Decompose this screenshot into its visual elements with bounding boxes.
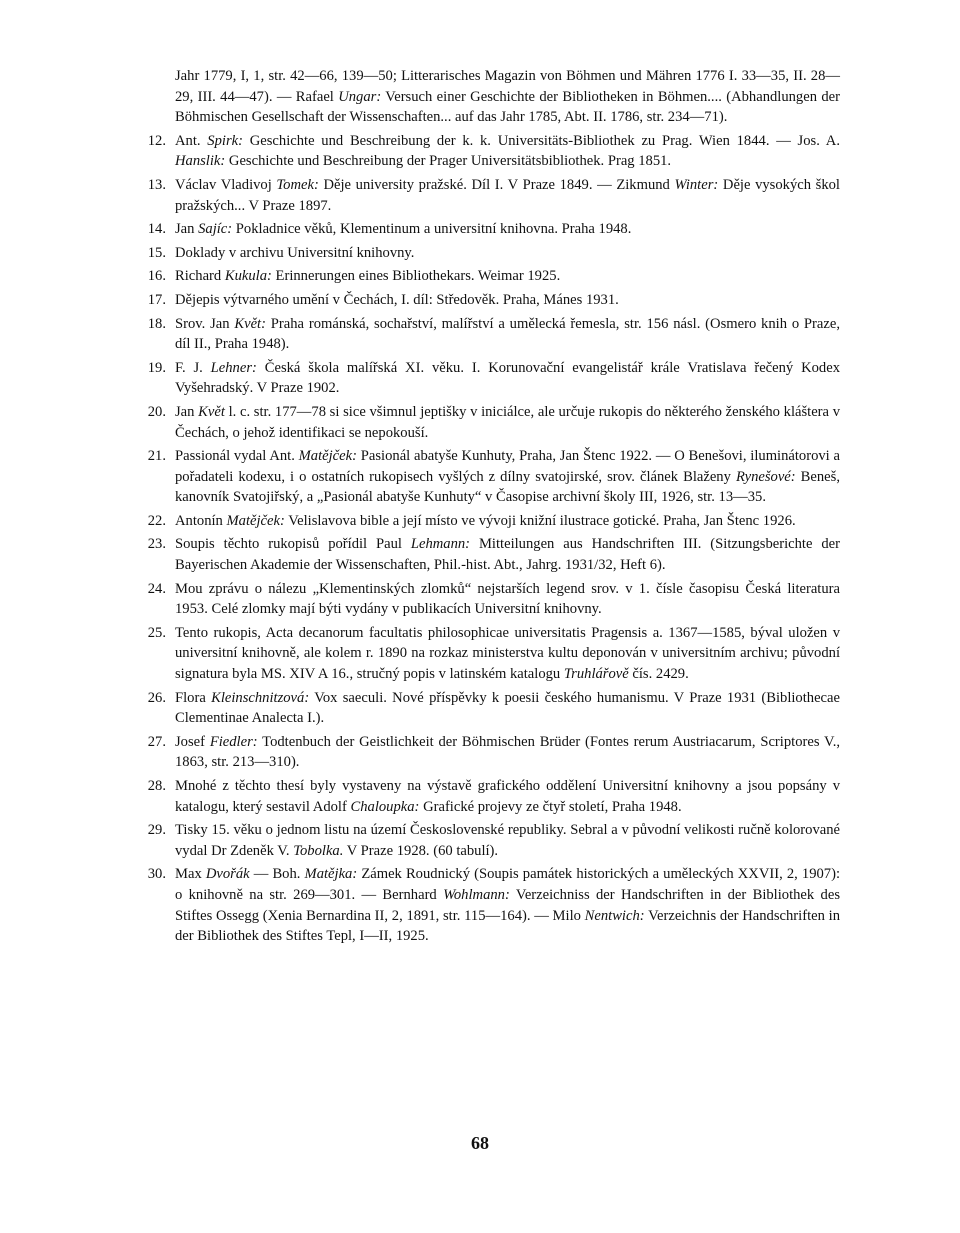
endnote-text: Jan Květ l. c. str. 177—78 si sice všimnul jeptišky v iniciálce, ale určuje rukopis do některého ženského kláštera v Čechách, o jehož identifikaci se nepokouší.	[175, 403, 841, 441]
endnote-text: Passionál vydal Ant. Matějček: Pasionál abatyše Kunhuty, Praha, Jan Štenc 1922. — O Benešovi, iluminátorovi a pořadateli kodexu, i o ostatních rukopisech vyšlých z dílny svatojirské, srov. článek Blaženy Rynešové: Beneš, kanovník Svatojiřský, a „Pasionál abatyše Kunhuty“ v Časopise archivní školy III, 1926, str. 13—35.	[175, 448, 840, 506]
endnote-16	[140, 266, 840, 287]
endnote-text: Antonín Matějček: Velislavova bible a její místo ve vývoji knižní ilustrace gotické. Praha, Jan Štenc 1926.	[175, 512, 796, 529]
endnote-13	[140, 175, 840, 216]
endnote-number: 19.	[147, 359, 166, 376]
endnote-26	[140, 688, 840, 729]
endnote-15	[140, 243, 840, 264]
endnote-27	[140, 732, 840, 773]
endnote-25	[140, 623, 840, 685]
endnote-29	[140, 820, 840, 861]
endnote-text: Flora Kleinschnitzová: Vox saeculi. Nové příspěvky k poesii českého humanismu. V Praze 1931 (Bibliothecae Clementinae Analecta I.).	[175, 689, 840, 727]
endnote-21	[140, 446, 840, 508]
endnote-number: 29.	[147, 822, 166, 839]
endnote-text: Srov. Jan Květ: Praha románská, sochařství, malířství a umělecká řemesla, str. 156 násl. (Osmero knih o Praze, díl II., Praha 1948).	[175, 315, 840, 353]
endnote-23	[140, 534, 840, 575]
endnote-text: Richard Kukula: Erinnerungen eines Bibliothekars. Weimar 1925.	[175, 268, 561, 285]
endnote-text: Tento rukopis, Acta decanorum facultatis philosophicae universitatis Pragensis a. 1367—1585, býval uložen v universitní knihovně, ale kolem r. 1890 na rozkaz ministerstva kultu deponován v universitním archivu; původní signatura byla MS. XIV A 16., stručný popis v latinském katalogu Truhlářově čís. 2429.	[175, 624, 840, 683]
endnote-number: 28.	[147, 778, 166, 794]
endnote-number: 27.	[147, 733, 166, 750]
endnote-text: Mnohé z těchto thesí byly vystaveny na výstavě grafického oddělení Universitní knihovny a jsou popsány v katalogu, který sestavil Adolf Chaloupka: Grafické projevy ze čtyř století, Praha 1948.	[175, 778, 840, 815]
endnote-18	[140, 314, 840, 355]
endnote-number: 12.	[147, 132, 166, 149]
endnote-number: 21.	[147, 448, 166, 465]
page-number: 68	[471, 1133, 489, 1153]
endnote-number: 13.	[147, 176, 166, 193]
endnote-text: Jan Sajíc: Pokladnice věků, Klementinum a universitní knihovna. Praha 1948.	[175, 221, 632, 238]
endnote-text: Václav Vladivoj Tomek: Děje university pražské. Díl I. V Praze 1849. — Zikmund Winter: Děje vysokých škol pražských... V Praze 1897.	[175, 176, 840, 214]
endnote-20	[140, 402, 840, 443]
endnote-number: 30.	[147, 866, 166, 883]
endnote-number: 23.	[147, 536, 166, 553]
endnote-number: 26.	[147, 689, 166, 706]
endnote-number: 16.	[147, 268, 166, 285]
endnote-text: Soupis těchto rukopisů pořídil Paul Lehmann: Mitteilungen aus Handschriften III. (Sitzungsberichte der Bayerischen Akademie der Wissenschaften, Phil.-hist. Abt., Jahrg. 1931/32, Heft 6).	[175, 536, 840, 574]
endnote-number: 15.	[147, 244, 166, 261]
endnote-22	[140, 511, 840, 532]
endnote-continuation	[140, 66, 840, 128]
endnote-number: 20.	[147, 403, 166, 420]
endnote-number: 24.	[147, 580, 166, 597]
endnote-number: 25.	[147, 624, 166, 641]
endnote-12	[140, 131, 840, 172]
endnote-text: Mou zprávu o nálezu „Klementinských zlomků“ nejstarších legend srov. v 1. čísle časopisu Česká literatura 1953. Celé zlomky mají býti vydány v publikacích Universitní knihovny.	[175, 580, 840, 618]
endnote-17	[140, 290, 840, 311]
endnote-number: 22.	[147, 512, 166, 529]
endnote-text: Doklady v archivu Universitní knihovny.	[175, 244, 415, 261]
endnote-24	[140, 579, 840, 620]
endnote-text: Josef Fiedler: Todtenbuch der Geistlichkeit der Böhmischen Brüder (Fontes rerum Austriacarum, Scriptores V., 1863, str. 213—310).	[175, 733, 840, 771]
endnote-19	[140, 358, 840, 399]
endnote-text: Max Dvořák — Boh. Matějka: Zámek Roudnický (Soupis památek historických a uměleckých XXVII, 2, 1907): o knihovně na str. 269—301. — Bernhard Wohlmann: Verzeichniss der Handschriften in der Bibliothek des Stiftes Ossegg (Xenia Bernardina II, 2, 1891, str. 115—164). — Milo Nentwich: Verzeichnis der Handschriften in der Bibliothek des Stiftes Tepl, I—II, 1925.	[175, 866, 840, 945]
endnote-14	[140, 219, 840, 240]
endnote-number: 17.	[147, 291, 166, 308]
endnote-text: Ant. Spirk: Geschichte und Beschreibung der k. k. Universitäts-Bibliothek zu Prag. Wien 1844. — Jos. A. Hanslik: Geschichte und Beschreibung der Prager Universitätsbibliothek. Prag 1851.	[175, 132, 840, 170]
endnote-28	[140, 776, 840, 817]
endnote-30	[140, 864, 840, 946]
endnote-text: Dějepis výtvarného umění v Čechách, I. díl: Středověk. Praha, Mánes 1931.	[175, 291, 619, 308]
endnote-text: F. J. Lehner: Česká škola malířská XI. věku. I. Korunovační evangelistář krále Vratislava řečený Kodex Vyšehradský. V Praze 1902.	[175, 359, 840, 397]
endnote-number: 18.	[147, 315, 166, 332]
endnotes-list	[140, 66, 840, 950]
endnote-number: 14.	[147, 221, 166, 238]
endnote-text: Tisky 15. věku o jednom listu na území Československé republiky. Sebral a v původní velikosti ručně kolorované vydal Dr Zdeněk V. Tobolka. V Praze 1928. (60 tabulí).	[175, 822, 840, 859]
endnote-text: Jahr 1779, I, 1, str. 42—66, 139—50; Litterarisches Magazin von Böhmen und Mähren 1776 I. 33—35, II. 28—29, III. 44—47). — Rafael Ungar: Versuch einer Geschichte der Bibliotheken in Böhmen.... (Abhandlungen der Böhmischen Gesellschaft der Wissenschaften... auf das Jahr 1785, Abt. II. 1786, str. 234—71).	[175, 68, 840, 126]
